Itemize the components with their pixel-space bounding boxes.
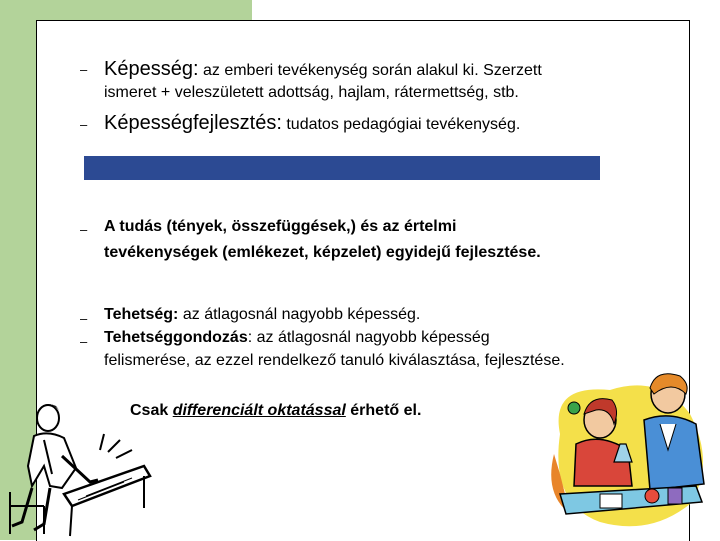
bullet-tudas-line1: A tudás (tények, összefüggések,) és az értelmi	[104, 218, 457, 235]
man-writing-clipart-icon	[4, 396, 152, 538]
bullet-marker: –	[80, 334, 88, 349]
differentiation-note	[130, 402, 421, 420]
bullet-marker: –	[80, 311, 88, 326]
bullet-marker: –	[80, 62, 88, 77]
note-post: érhető el.	[350, 402, 422, 419]
bullet-tudas-line2: tevékenységek (emlékezet, képzelet) egyidejű fejlesztése.	[104, 244, 541, 261]
def-kepesseg-line2: ismeret + veleszületett adottság, hajlam, rátermettség, stb.	[104, 84, 519, 101]
bullet-marker: –	[80, 222, 88, 237]
bullet-tehetseggondozas	[104, 329, 490, 347]
blue-divider-bar	[84, 156, 600, 180]
def-tehetseggondozas-line2: felismerése, az ezzel rendelkező tanuló kiválasztása, fejlesztése.	[104, 352, 565, 369]
def-tehetseg: az átlagosnál nagyobb képesség.	[182, 306, 421, 323]
note-pre: Csak	[130, 402, 169, 419]
term-tehetseg: Tehetség:	[104, 306, 179, 323]
bullet-marker: –	[80, 117, 88, 132]
bullet-kepessegfejlesztes	[104, 112, 520, 135]
bullet-kepesseg	[104, 58, 542, 81]
def-kepesseg-line1: az emberi tevékenység során alakul ki. Szerzett	[202, 62, 542, 79]
term-kepessegfejlesztes: Képességfejlesztés:	[104, 112, 282, 134]
bullet-tehetseg	[104, 306, 420, 324]
term-tehetseggondozas: Tehetséggondozás	[104, 329, 248, 346]
note-emphasis: differenciált oktatással	[172, 402, 346, 419]
term-kepesseg: Képesség:	[104, 58, 199, 80]
student-scientists-clipart-icon	[540, 354, 716, 534]
def-kepessegfejlesztes: tudatos pedagógiai tevékenység.	[286, 116, 521, 133]
def-tehetseggondozas-line1: : az átlagosnál nagyobb képesség	[247, 329, 490, 346]
